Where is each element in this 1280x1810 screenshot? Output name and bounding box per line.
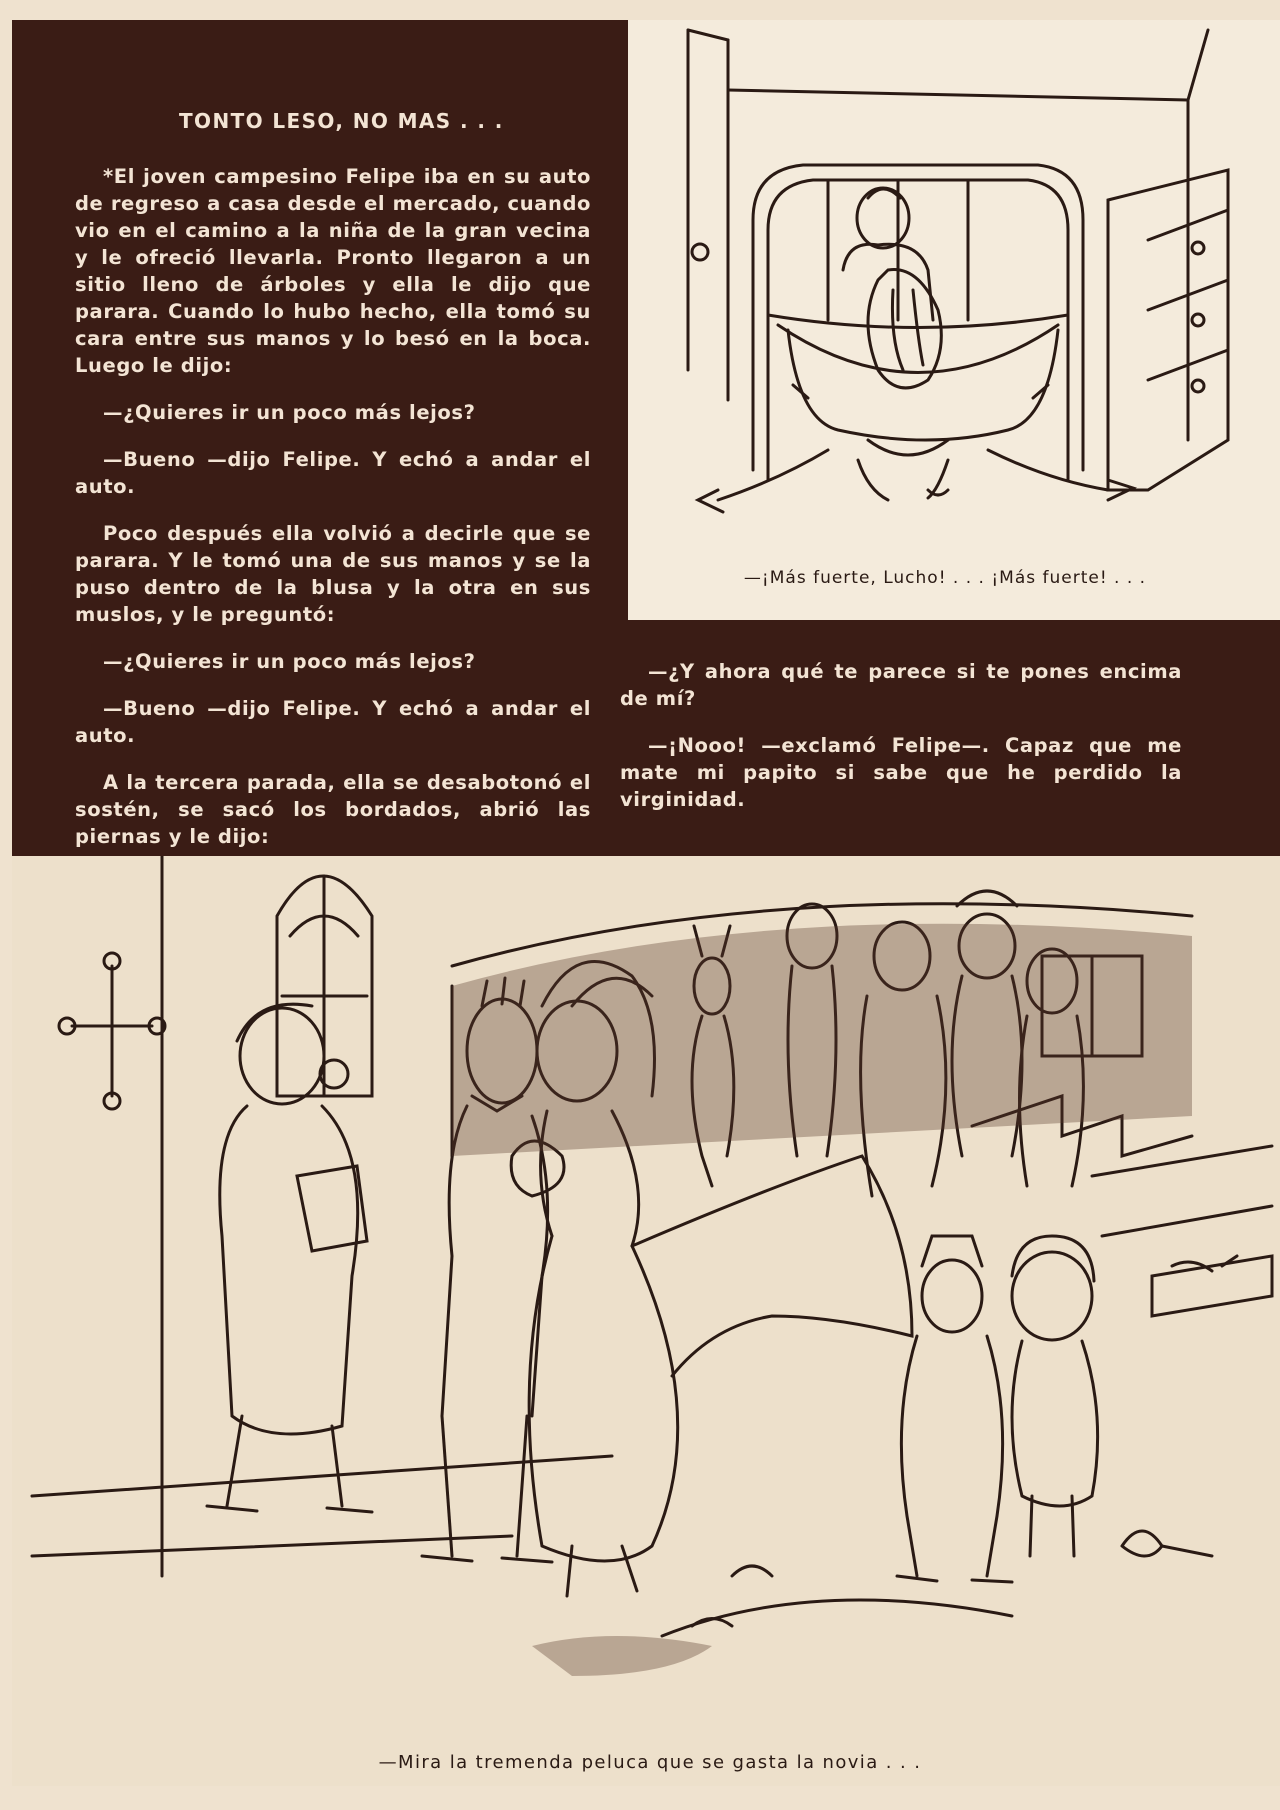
story-column-left	[75, 108, 591, 870]
story-paragraph: —¿Y ahora qué te parece si te pones encima de mí?	[620, 660, 1182, 710]
bedroom-cartoon-illustration	[628, 20, 1280, 620]
cartoon-top-panel	[628, 20, 1280, 620]
cartoon-top-caption: —¡Más fuerte, Lucho! . . . ¡Más fuerte! . . .	[743, 568, 1147, 588]
story-paragraph: —¿Quieres ir un poco más lejos?	[103, 401, 476, 424]
wedding-cartoon-illustration	[12, 856, 1280, 1786]
cartoon-bottom-panel	[12, 856, 1280, 1786]
story-title: TONTO LESO, NO MAS . . .	[179, 109, 504, 133]
story-paragraph: *El joven campesino Felipe iba en su auto de regreso a casa desde el mercado, cuando vio en el camino a la niña de la gran vecina y le ofreció llevarla. Pronto llegaron a un sitio lleno de árboles y ella le dijo que parara. Cuando lo hubo hecho, ella tomó su cara entre sus manos y lo besó en la boca. Luego le dijo:	[75, 165, 591, 377]
cartoon-bottom-caption: —Mira la tremenda peluca que se gasta la novia . . .	[378, 1752, 922, 1773]
story-paragraph: A la tercera parada, ella se desabotonó el sostén, se sacó los bordados, abrió las piernas y le dijo:	[75, 771, 591, 848]
story-paragraph: —¡Nooo! —exclamó Felipe—. Capaz que me mate mi papito si sabe que he perdido la virginidad.	[620, 734, 1182, 811]
story-column-right	[620, 658, 1182, 833]
story-paragraph: —Bueno —dijo Felipe. Y echó a andar el auto.	[75, 448, 591, 498]
story-paragraph: —¿Quieres ir un poco más lejos?	[103, 650, 476, 673]
story-paragraph: Poco después ella volvió a decirle que se parara. Y le tomó una de sus manos y se la puso dentro de la blusa y la otra en sus muslos, y le preguntó:	[75, 522, 591, 626]
story-paragraph: —Bueno —dijo Felipe. Y echó a andar el auto.	[75, 697, 591, 747]
